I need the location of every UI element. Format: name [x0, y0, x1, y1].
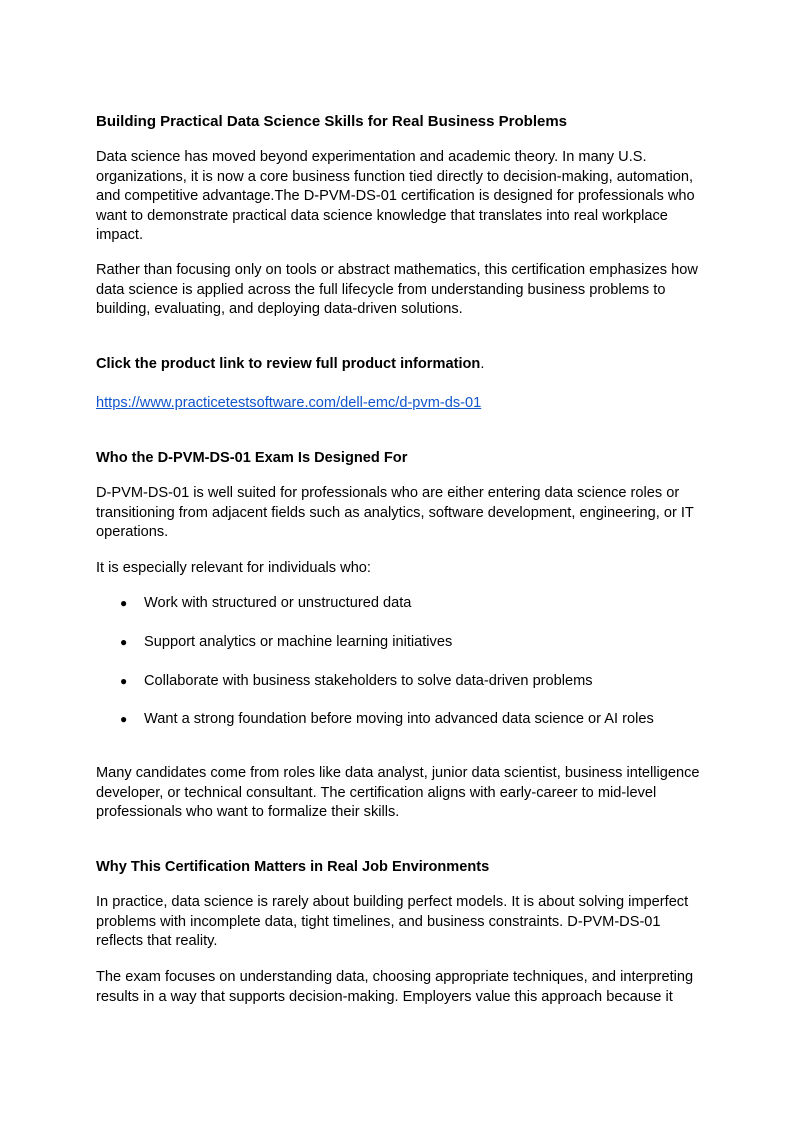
section-heading-job-relevance: Why This Certification Matters in Real Job Environments [96, 859, 490, 875]
bullet-icon: ● [120, 673, 128, 688]
list-item-text: Work with structured or unstructured data [144, 595, 412, 611]
bullet-icon: ● [120, 596, 128, 610]
list-item [96, 672, 706, 711]
audience-paragraph-3: Many candidates come from roles like data analyst, junior data scientist, business intelligence developer, or technical consultant. The certification aligns with early-career to mid-level professionals who want to formalize their skills. [96, 765, 700, 820]
audience-paragraph-2: It is especially relevant for individuals who: [96, 560, 371, 576]
bullet-icon: ● [120, 634, 128, 649]
intro-paragraph-2: Rather than focusing only on tools or abstract mathematics, this certification emphasizes how data science is applied across the full lifecycle from understanding business problems to building, evaluating, and deploying data-driven solutions. [96, 262, 698, 317]
product-link-prompt-bold: Click the product link to review full product information [96, 356, 481, 372]
list-item [96, 594, 706, 633]
list-item [96, 710, 706, 749]
section-heading-audience: Who the D-PVM-DS-01 Exam Is Designed For [96, 450, 408, 466]
list-item [96, 633, 706, 672]
product-link-prompt [96, 355, 706, 375]
product-link[interactable]: https://www.practicetestsoftware.com/dell-emc/d-pvm-ds-01 [96, 395, 482, 411]
intro-paragraph-1: Data science has moved beyond experimentation and academic theory. In many U.S. organizations, it is now a core business function tied directly to decision-making, automation, and competitive advantage.The D-PVM-DS-01 certification is designed for professionals who want to demonstrate practical data science knowledge that translates into real workplace impact. [96, 149, 695, 243]
bullet-icon: ● [120, 712, 128, 727]
list-item-text: Want a strong foundation before moving into advanced data science or AI roles [144, 711, 654, 728]
audience-bullet-list [96, 594, 706, 749]
document-title: Building Practical Data Science Skills for Real Business Problems [96, 113, 568, 130]
job-relevance-paragraph-2: The exam focuses on understanding data, choosing appropriate techniques, and interpreting results in a way that supports decision-making. Employers value this approach because it [96, 969, 694, 1005]
audience-paragraph-1: D-PVM-DS-01 is well suited for professionals who are either entering data science roles or transitioning from adjacent fields such as analytics, software development, engineering, or IT operations. [96, 485, 694, 540]
product-link-prompt-period: . [480, 356, 485, 372]
list-item-text: Collaborate with business stakeholders to solve data-driven problems [144, 672, 593, 689]
job-relevance-paragraph-1: In practice, data science is rarely about building perfect models. It is about solving imperfect problems with incomplete data, tight timelines, and business constraints. D-PVM-DS-01 reflects that reality. [96, 894, 689, 949]
list-item-text: Support analytics or machine learning initiatives [144, 633, 453, 650]
